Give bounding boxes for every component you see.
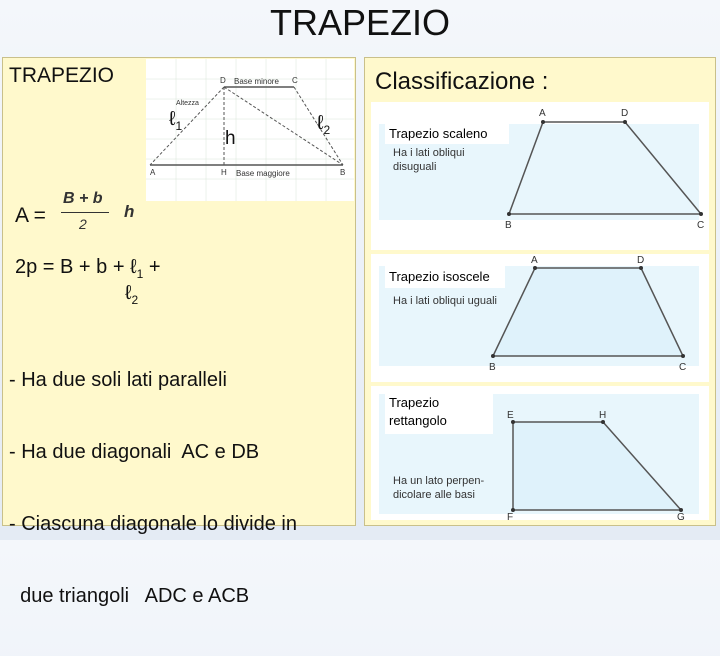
- area-numerator: B + b: [63, 190, 103, 207]
- perimeter-line-2: ℓ$_2$: [125, 282, 139, 307]
- scaleno-point-a: [541, 120, 545, 124]
- classification-heading: Classificazione :: [375, 68, 549, 95]
- properties-list: [9, 320, 297, 656]
- isoscele-point-d: [639, 266, 643, 270]
- area-factor-h: h: [124, 202, 135, 221]
- rettangolo-label-h: H: [599, 410, 607, 421]
- left-panel: [2, 57, 356, 607]
- fraction-bar: [61, 212, 109, 213]
- isoscele-description: Ha i lati obliqui uguali: [393, 295, 497, 307]
- area-denominator: 2: [79, 216, 87, 232]
- isoscele-point-c: [681, 354, 685, 358]
- vertex-d: D: [220, 76, 226, 85]
- rettangolo-label: [385, 394, 493, 434]
- perimeter-line-1: 2p = B + b + ℓ$_1$ +: [15, 256, 161, 281]
- vertex-h: H: [221, 168, 227, 177]
- rettangolo-description: Ha un lato perpen-: [393, 475, 485, 487]
- isoscele-label-b: B: [489, 362, 496, 373]
- vertex-b: B: [340, 168, 346, 177]
- isoscele-point-b: [491, 354, 495, 358]
- property-item: - Ciascuna diagonale lo divide in: [9, 513, 297, 535]
- isoscele-label-c: C: [679, 362, 687, 373]
- property-item: - Ha due diagonali AC e DB: [9, 441, 260, 463]
- rettangolo-label-g: G: [677, 512, 685, 520]
- scaleno-label: Trapezio scaleno: [385, 124, 509, 144]
- scaleno-label-a: A: [539, 108, 546, 119]
- rettangolo-label-line-1: Trapezio: [389, 395, 440, 410]
- scaleno-point-c: [699, 212, 703, 216]
- left-heading: TRAPEZIO: [9, 64, 115, 87]
- vertex-a: A: [150, 168, 156, 177]
- rettangolo-label-e: E: [507, 410, 514, 421]
- label-l2: ℓ$_2$: [317, 112, 331, 137]
- label-l1: ℓ$_1$: [169, 108, 183, 133]
- isoscele-point-a: [533, 266, 537, 270]
- scaleno-description: Ha i lati obliqui: [393, 147, 465, 159]
- label-base-minore: Base minore: [234, 77, 279, 86]
- label-h: h: [225, 128, 236, 149]
- vertex-c: C: [292, 76, 298, 85]
- page-title: TRAPEZIO: [269, 2, 451, 43]
- right-panel: [364, 57, 716, 526]
- isoscele-label: Trapezio isoscele: [385, 266, 505, 288]
- label-altezza: Altezza: [176, 100, 199, 107]
- scaleno-point-d: [623, 120, 627, 124]
- isoscele-label-a: A: [531, 255, 538, 266]
- scaleno-point-b: [507, 212, 511, 216]
- rettangolo-description-2: dicolare alle basi: [393, 489, 475, 501]
- property-item: due triangoli ADC e ACB: [9, 585, 250, 607]
- isoscele-label-d: D: [637, 255, 645, 266]
- scaleno-label-c: C: [697, 220, 705, 231]
- scaleno-description-2: disuguali: [393, 161, 437, 173]
- scaleno-label-d: D: [621, 108, 629, 119]
- label-base-maggiore: Base maggiore: [236, 169, 290, 178]
- property-item: - Ha due soli lati paralleli: [9, 369, 227, 391]
- scaleno-label-b: B: [505, 220, 512, 231]
- rettangolo-label-f: F: [507, 512, 514, 520]
- area-label: A =: [15, 204, 46, 227]
- rettangolo-label-line-2: rettangolo: [389, 413, 447, 428]
